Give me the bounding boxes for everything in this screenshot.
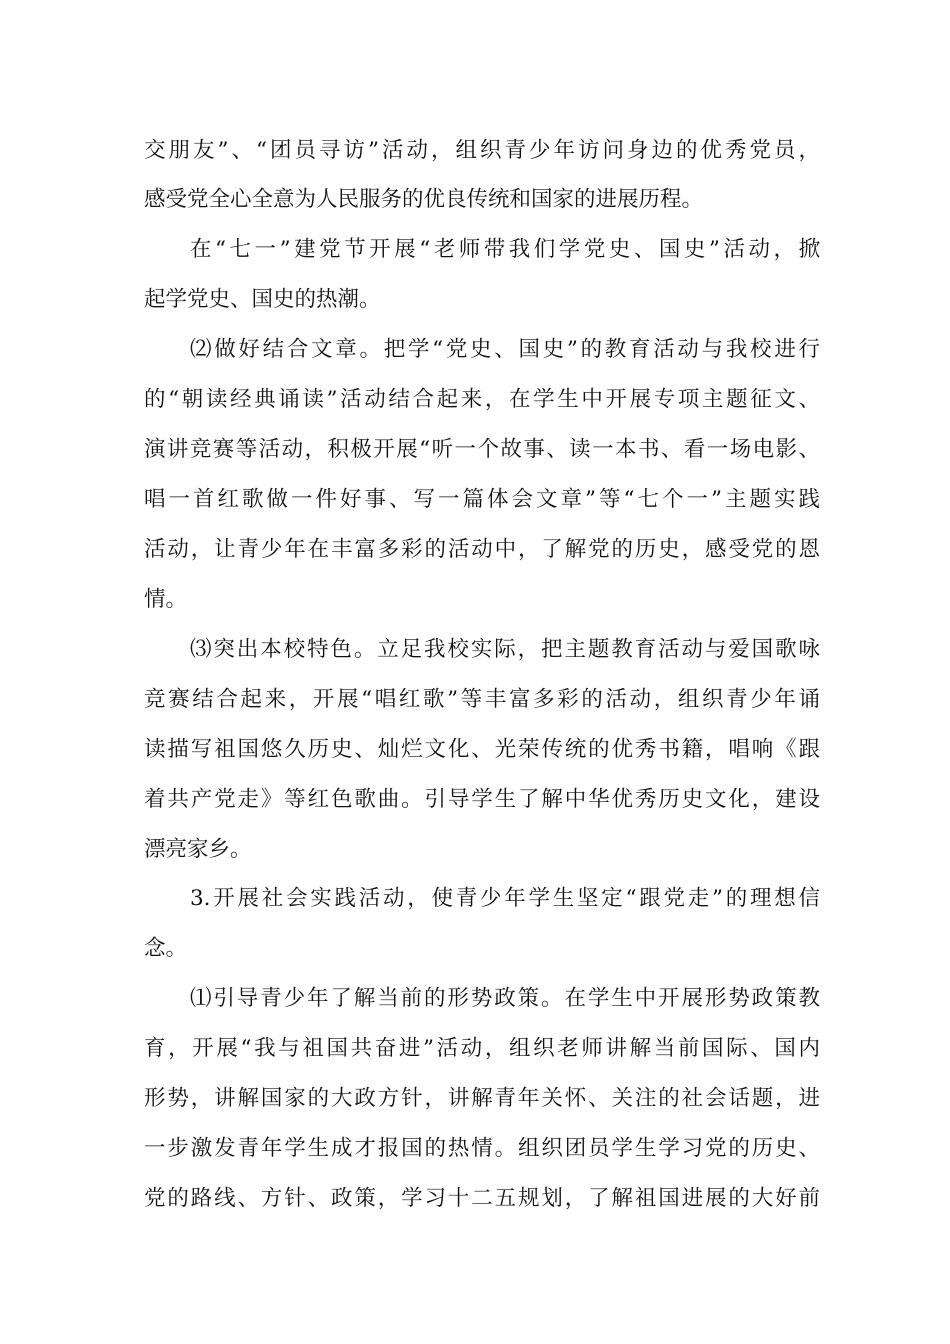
text-line: 唱一首红歌做一件好事、写一篇体会文章”等“七个一”主题实践 (144, 487, 820, 512)
text-line: 在“七一”建党节开展“老师带我们学党史、国史”活动，掀 (190, 237, 820, 262)
text-line: 形势，讲解国家的大政方针，讲解青年关怀、关注的社会话题，进 (144, 1086, 820, 1111)
text-line: ⑶突出本校特色。立足我校实际，把主题教育活动与爱国歌咏 (190, 637, 820, 662)
text-line: ⑴引导青少年了解当前的形势政策。在学生中开展形势政策教 (190, 986, 820, 1011)
text-line: 育，开展“我与祖国共奋进”活动，组织老师讲解当前国际、国内 (144, 1036, 820, 1061)
text-line: 念。 (144, 936, 188, 961)
text-line: 3.开展社会实践活动，使青少年学生坚定“跟党走”的理想信 (190, 886, 820, 911)
text-line: 活动，让青少年在丰富多彩的活动中，了解党的历史，感受党的恩 (144, 537, 820, 562)
text-line: 演讲竞赛等活动，积极开展“听一个故事、读一本书、看一场电影、 (144, 437, 820, 462)
text-line: 情。 (144, 587, 188, 612)
text-line: 的“朝读经典诵读”活动结合起来，在学生中开展专项主题征文、 (144, 387, 820, 412)
text-line: 感受党全心全意为人民服务的优良传统和国家的进展历程。 (144, 187, 704, 212)
text-line: 着共产党走》等红色歌曲。引导学生了解中华优秀历史文化，建设 (144, 787, 820, 812)
text-line: 一步激发青年学生成才报国的热情。组织团员学生学习党的历史、 (144, 1136, 820, 1161)
text-line: 竞赛结合起来，开展“唱红歌”等丰富多彩的活动，组织青少年诵 (144, 687, 820, 712)
text-line: 交朋友”、“团员寻访”活动，组织青少年访问身边的优秀党员， (144, 138, 820, 163)
text-line: 漂亮家乡。 (144, 837, 252, 862)
text-line: 起学党史、国史的热潮。 (144, 287, 381, 312)
text-line: ⑵做好结合文章。把学“党史、国史”的教育活动与我校进行 (190, 337, 820, 362)
text-line: 读描写祖国悠久历史、灿烂文化、光荣传统的优秀书籍，唱响《跟 (144, 737, 820, 762)
text-line: 党的路线、方针、政策，学习十二五规划，了解祖国进展的大好前 (144, 1186, 820, 1211)
